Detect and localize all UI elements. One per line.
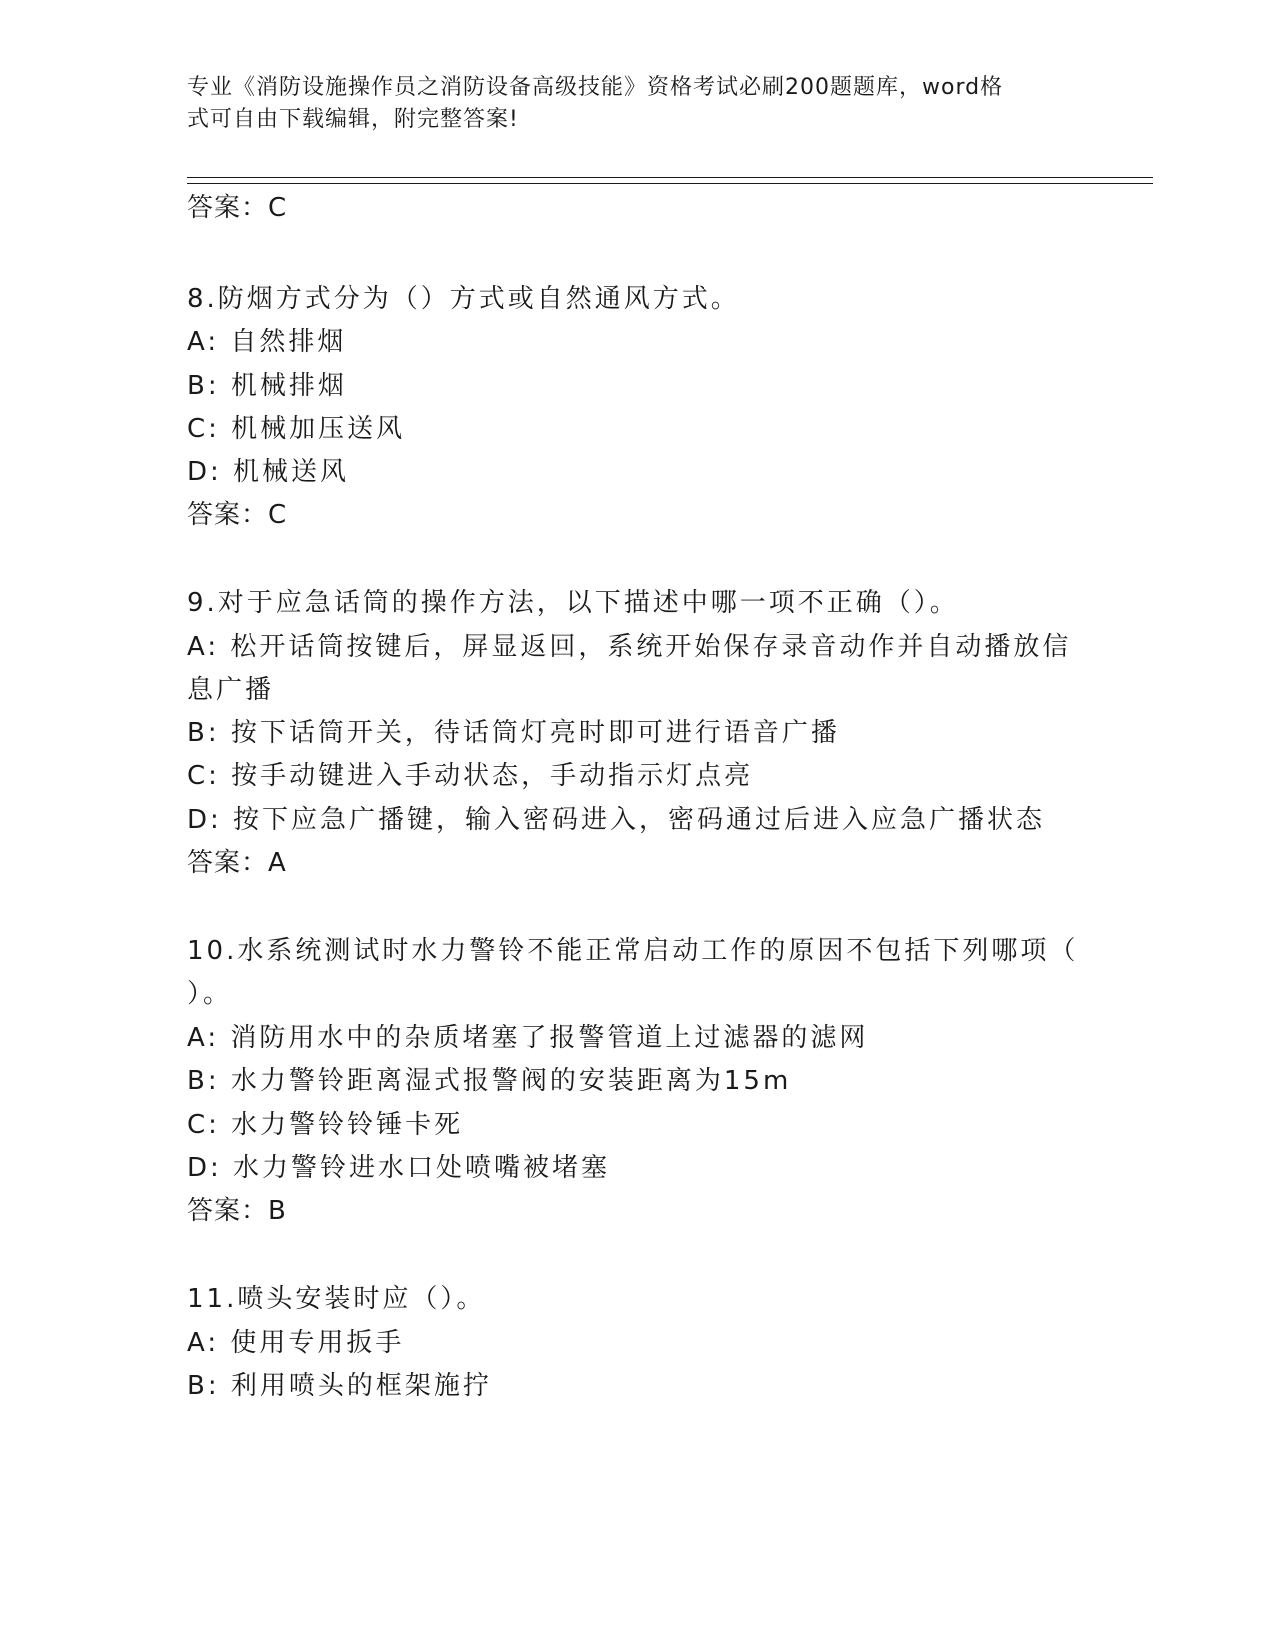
question-10-option-b: B: 水力警铃距离湿式报警阀的安装距离为15m [187, 1066, 792, 1096]
header-divider-bottom [187, 183, 1153, 184]
header-line-2: 式可自由下载编辑，附完整答案! [187, 107, 519, 132]
question-9-option-b: B: 按下话筒开关，待话筒灯亮时即可进行语音广播 [187, 718, 840, 748]
question-10-answer: 答案：B [187, 1196, 287, 1226]
question-10-option-d: D: 水力警铃进水口处喷嘴被堵塞 [187, 1153, 611, 1183]
question-11-stem: 11.喷头安装时应（）。 [187, 1284, 486, 1314]
header-divider-top [187, 177, 1153, 178]
question-8-answer: 答案：C [187, 500, 288, 530]
header-line-1: 专业《消防设施操作员之消防设备高级技能》资格考试必刷200题题库，word格 [187, 75, 1004, 100]
previous-answer: 答案：C [187, 193, 288, 223]
question-9-option-d: D: 按下应急广播键，输入密码进入，密码通过后进入应急广播状态 [187, 805, 1046, 835]
question-11-option-b: B: 利用喷头的框架施拧 [187, 1371, 492, 1401]
question-8-option-d: D: 机械送风 [187, 457, 350, 487]
question-8-option-c: C: 机械加压送风 [187, 414, 406, 444]
question-10-stem-cont: ）。 [187, 979, 233, 1009]
question-10-stem: 10.水系统测试时水力警铃不能正常启动工作的原因不包括下列哪项（ [187, 936, 1079, 966]
question-10-option-c: C: 水力警铃铃锤卡死 [187, 1110, 464, 1140]
question-8-option-b: B: 机械排烟 [187, 371, 347, 401]
document-header [187, 72, 1067, 136]
question-9-option-a: A: 松开话筒按键后，屏显返回，系统开始保存录音动作并自动播放信 [187, 632, 1072, 662]
question-8-stem: 8.防烟方式分为（）方式或自然通风方式。 [187, 284, 740, 314]
question-9-option-c: C: 按手动键进入手动状态，手动指示灯点亮 [187, 761, 754, 791]
question-9-option-a-cont: 息广播 [187, 675, 275, 705]
question-11-option-a: A: 使用专用扳手 [187, 1328, 405, 1358]
question-9-stem: 9.对于应急话筒的操作方法，以下描述中哪一项不正确（）。 [187, 588, 959, 618]
question-8-option-a: A: 自然排烟 [187, 327, 347, 357]
question-9-answer: 答案：A [187, 848, 287, 878]
question-10-option-a: A: 消防用水中的杂质堵塞了报警管道上过滤器的滤网 [187, 1023, 869, 1053]
